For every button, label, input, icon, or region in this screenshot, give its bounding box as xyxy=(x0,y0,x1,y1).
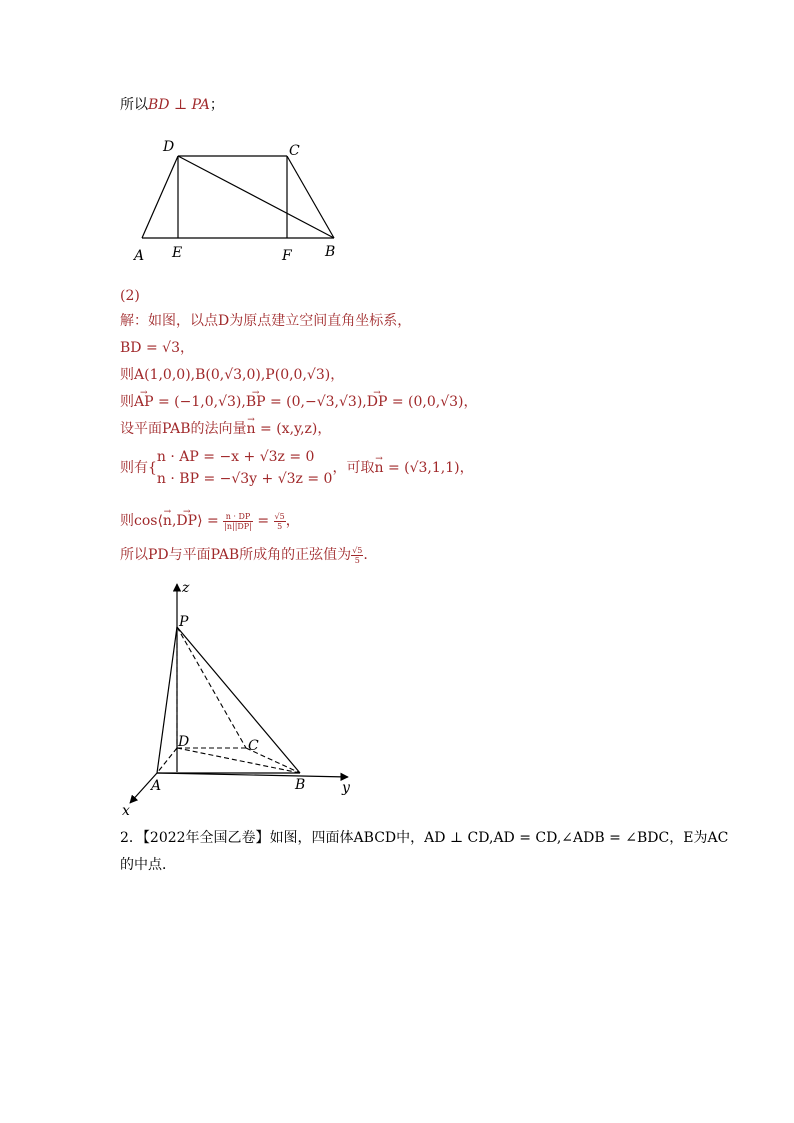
result-den: 5 xyxy=(277,521,283,531)
fraction-cos xyxy=(223,512,253,531)
question-2 xyxy=(120,829,728,847)
sine-num: √5 xyxy=(352,545,363,555)
brace: { xyxy=(148,460,157,476)
label-d2: D xyxy=(178,734,190,750)
math-bd-perp-pa: BD ⊥ PA xyxy=(148,97,210,113)
val-dp: = (0,0,√3)， xyxy=(387,394,478,410)
edge-ad xyxy=(142,156,178,238)
label-z: z xyxy=(182,580,190,596)
punct-2: ， xyxy=(285,513,300,529)
frac-den: |n||DP| xyxy=(224,521,252,531)
question-text: 如图，四面体ABCD中，AD ⊥ CD,AD = CD,∠ADB = ∠BDC，E为AC xyxy=(269,830,729,846)
label-b2: B xyxy=(295,777,306,793)
edge-pb xyxy=(177,627,300,773)
val-n-2: = (√3,1,1)， xyxy=(383,460,474,476)
text-youyou: 则有 xyxy=(120,460,148,476)
vec-dp-2: → DP xyxy=(176,508,197,534)
label-d: D xyxy=(163,139,175,155)
fraction-sine xyxy=(351,546,363,565)
part-2-label: (2) xyxy=(120,288,140,304)
frac-num: n · DP xyxy=(223,512,253,522)
equation-1: n · AP = −x + √3z = 0 xyxy=(156,449,315,465)
question-source: 【2022年全国乙卷】 xyxy=(142,830,270,846)
val-n: = (x,y,z)， xyxy=(255,421,332,437)
line-bd-perp-pa xyxy=(120,96,224,114)
question-2-cont: 的中点． xyxy=(120,857,176,873)
pyramid-figure xyxy=(120,580,370,819)
text-eq: = xyxy=(252,513,274,529)
line-equation-system xyxy=(120,446,474,490)
punct-3: . xyxy=(363,547,368,563)
trapezoid-figure xyxy=(130,136,350,266)
vec-ap: → AP xyxy=(134,393,154,411)
val-ap: = (−1,0,√3), xyxy=(153,394,246,410)
vec-n-3: → n xyxy=(163,508,172,534)
label-b: B xyxy=(325,244,336,260)
label-e: E xyxy=(172,245,183,261)
label-p: P xyxy=(179,614,189,630)
label-a: A xyxy=(134,248,145,264)
equation-2: n · BP = −√3y + √3z = 0 xyxy=(156,471,333,487)
label-c2: C xyxy=(248,738,259,754)
label-f: F xyxy=(282,248,292,264)
punct: ； xyxy=(209,97,224,113)
text-close: ⟩ = xyxy=(197,513,224,529)
result-num: √5 xyxy=(274,511,285,521)
vec-n-2: → n xyxy=(374,458,383,478)
vec-n: → n xyxy=(247,420,256,438)
text-conclusion: 所以PD与平面PAB所成角的正弦值为 xyxy=(120,547,352,563)
line-cosine xyxy=(120,508,300,534)
text-suoyi: 所以 xyxy=(120,97,148,113)
text-normal: 设平面PAB的法向量 xyxy=(120,421,247,437)
label-c: C xyxy=(289,143,300,159)
equation-system xyxy=(157,446,333,490)
text-keqv: ，可取 xyxy=(332,460,375,476)
line-setup: 解：如图，以点D为原点建立空间直角坐标系， xyxy=(120,313,412,329)
label-x: x xyxy=(122,803,130,819)
text-ze: 则 xyxy=(120,394,134,410)
label-a2: A xyxy=(151,778,162,794)
val-bp: = (0,−√3,√3), xyxy=(265,394,367,410)
text-cos: 则cos⟨ xyxy=(120,513,163,529)
question-number: 2． xyxy=(120,830,143,846)
line-vectors xyxy=(120,393,478,411)
line-conclusion xyxy=(120,543,368,567)
vec-dp: → DP xyxy=(367,393,388,411)
line-normal-vector xyxy=(120,420,331,438)
sine-den: 5 xyxy=(354,555,360,565)
line-bd-value: BD = √3， xyxy=(120,340,194,356)
comma: , xyxy=(171,513,177,529)
fraction-result xyxy=(274,512,286,531)
line-coordinates: 则A(1,0,0),B(0,√3,0),P(0,0,√3)， xyxy=(120,367,345,383)
vec-bp: → BP xyxy=(246,393,266,411)
label-y: y xyxy=(342,780,350,796)
edge-pc xyxy=(177,627,246,748)
